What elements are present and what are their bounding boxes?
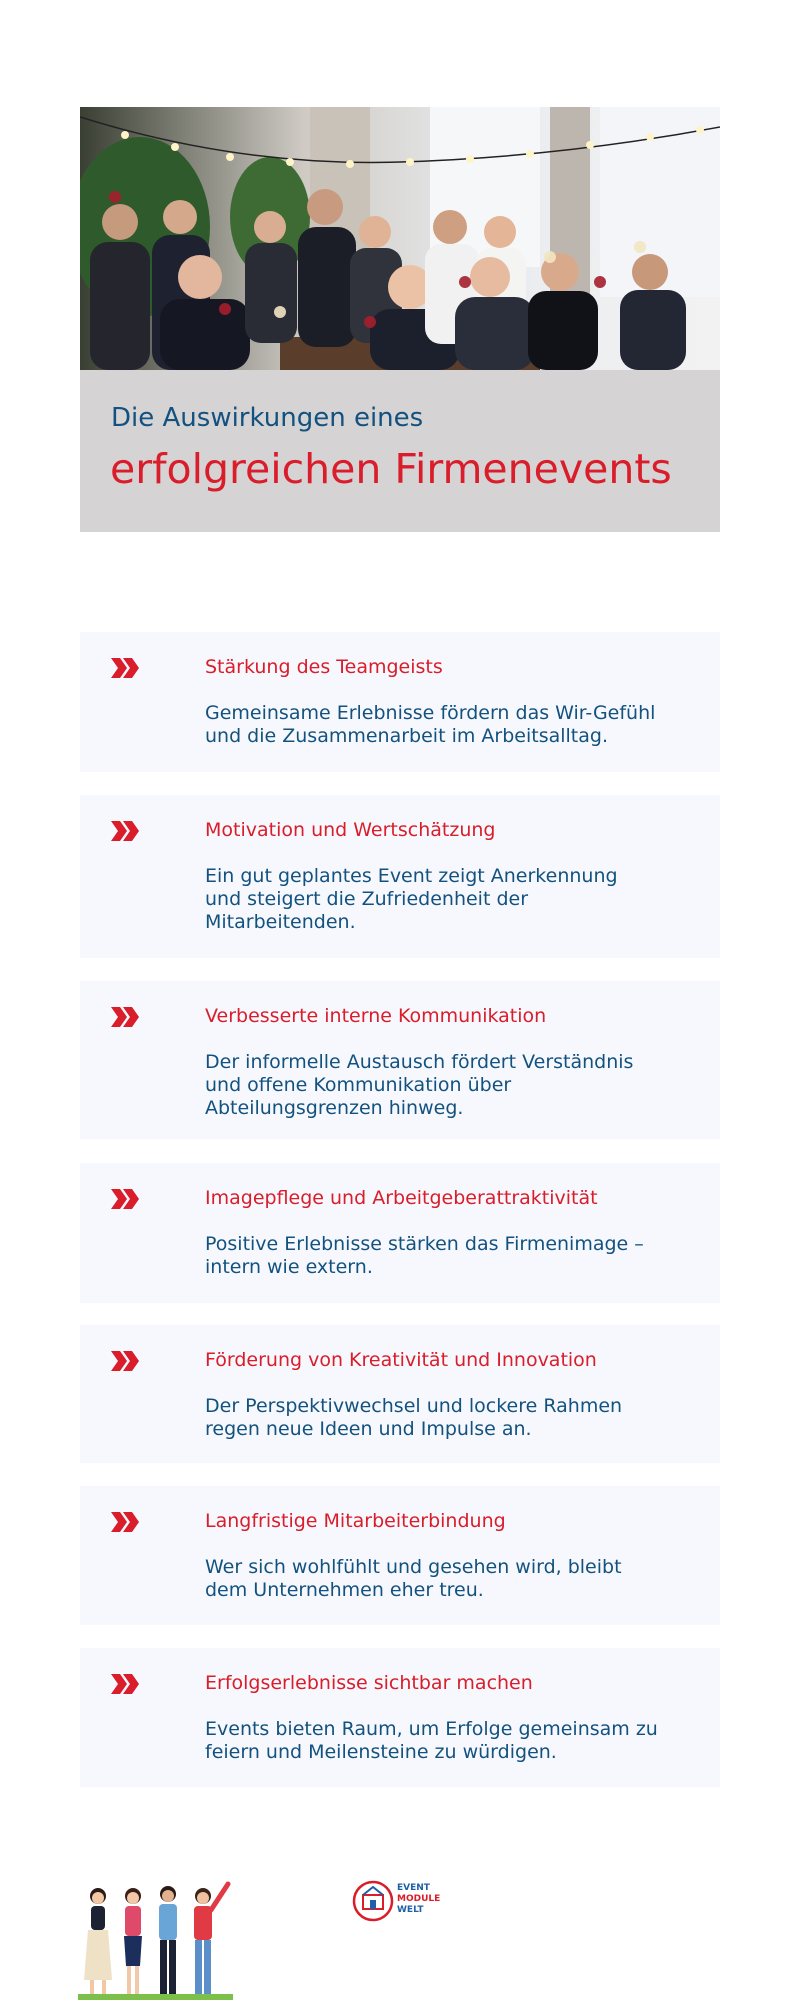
benefit-title: Imagepflege und Arbeitgeberattraktivität [205, 1187, 598, 1209]
benefit-card [80, 632, 720, 772]
hero-subtitle: Die Auswirkungen eines [111, 403, 424, 433]
double-chevron-icon [110, 658, 140, 678]
benefit-description-line: Gemeinsame Erlebnisse fördern das Wir-Gefühl [205, 702, 656, 724]
benefit-description-line: regen neue Ideen und Impulse an. [205, 1418, 532, 1440]
benefit-description-line: Mitarbeitenden. [205, 911, 356, 933]
double-chevron-icon [110, 821, 140, 841]
benefit-card [80, 1163, 720, 1303]
double-chevron-icon [110, 1351, 140, 1371]
benefit-description-line: Der informelle Austausch fördert Verständnis [205, 1051, 634, 1073]
benefit-card [80, 795, 720, 958]
logo-text-line: WELT [397, 1905, 424, 1915]
benefit-description-line: feiern und Meilensteine zu würdigen. [205, 1741, 557, 1763]
logo-emblem-icon [352, 1880, 394, 1922]
team-illustration [78, 1880, 238, 2000]
benefit-description-line: Positive Erlebnisse stärken das Firmenimage – [205, 1233, 644, 1255]
benefit-title: Langfristige Mitarbeiterbindung [205, 1510, 506, 1532]
benefit-title: Verbesserte interne Kommunikation [205, 1005, 547, 1027]
benefit-title: Motivation und Wertschätzung [205, 819, 496, 841]
benefit-title: Förderung von Kreativität und Innovation [205, 1349, 597, 1371]
benefit-description-line: und steigert die Zufriedenheit der [205, 888, 528, 910]
benefit-description-line: Events bieten Raum, um Erfolge gemeinsam zu [205, 1718, 658, 1740]
benefit-description [205, 1395, 705, 1441]
benefit-description-line: intern wie extern. [205, 1256, 373, 1278]
benefit-card [80, 1648, 720, 1787]
logo-text-line: EVENT [397, 1883, 430, 1893]
benefit-card [80, 1486, 720, 1625]
benefit-title: Stärkung des Teamgeists [205, 656, 443, 678]
benefit-description-line: Der Perspektivwechsel und lockere Rahmen [205, 1395, 623, 1417]
benefit-description [205, 1051, 705, 1120]
benefit-description [205, 865, 705, 934]
hero-banner [80, 107, 720, 532]
benefit-description [205, 702, 705, 748]
benefit-card [80, 981, 720, 1139]
benefit-description-line: und offene Kommunikation über [205, 1074, 512, 1096]
benefit-description [205, 1556, 705, 1602]
benefit-description-line: Wer sich wohlfühlt und gesehen wird, bleibt [205, 1556, 622, 1578]
double-chevron-icon [110, 1007, 140, 1027]
logo-text-line: MODULE [397, 1894, 441, 1904]
benefit-description-line: Abteilungsgrenzen hinweg. [205, 1097, 464, 1119]
double-chevron-icon [110, 1189, 140, 1209]
benefit-title: Erfolgserlebnisse sichtbar machen [205, 1672, 533, 1694]
benefit-description-line: dem Unternehmen eher treu. [205, 1579, 484, 1601]
benefit-description-line: und die Zusammenarbeit im Arbeitsalltag. [205, 725, 608, 747]
double-chevron-icon [110, 1674, 140, 1694]
benefit-description-line: Ein gut geplantes Event zeigt Anerkennung [205, 865, 618, 887]
benefit-description [205, 1233, 705, 1279]
hero-title: erfolgreichen Firmenevents [110, 445, 672, 493]
event-module-welt-logo [352, 1880, 452, 1924]
double-chevron-icon [110, 1512, 140, 1532]
benefit-card [80, 1325, 720, 1463]
benefit-description [205, 1718, 705, 1764]
